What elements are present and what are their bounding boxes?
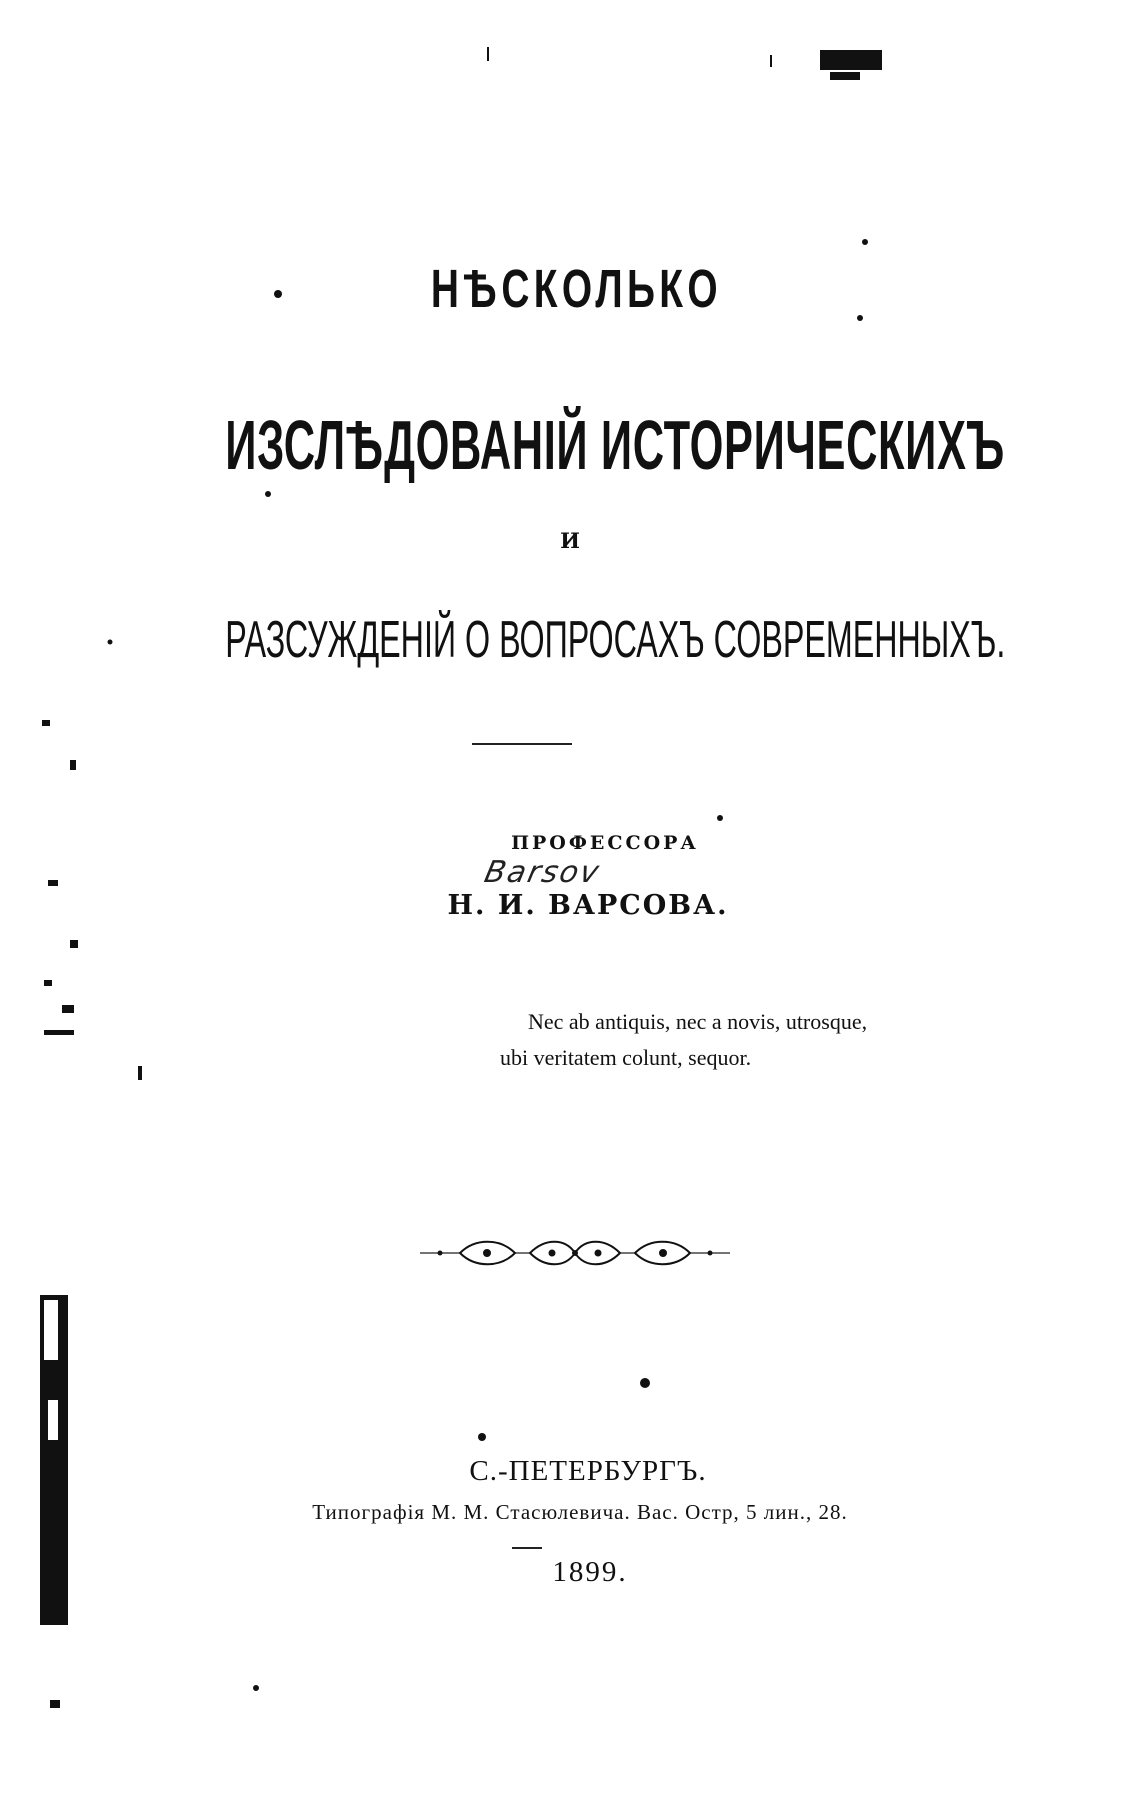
ink-blot [820,50,882,70]
title-line-2: ИЗСЛѢДОВАНІЙ ИСТОРИЧЕСКИХЪ [225,406,1005,484]
ink-speck [265,491,271,497]
title-line-3: РАЗСУЖДЕНІЙ О ВОПРОСАХЪ СОВРЕМЕННЫХЪ. [225,611,1006,669]
binding-speck [70,760,76,770]
binding-speck [42,720,50,726]
divider-rule [472,743,572,745]
imprint-city: С.-ПЕТЕРБУРГЪ. [469,1455,707,1487]
ink-speck [253,1685,259,1691]
year-rule [512,1547,542,1549]
imprint-printer: Типографія М. М. Стасюлевича. Вас. Остр, 5 лин., 28. [312,1500,848,1524]
title-line-1: НѢСКОЛЬКО [430,259,722,319]
ink-speck [640,1378,650,1388]
ornament-divider-icon [420,1233,730,1273]
binding-speck [70,940,78,948]
title-conjunction: И [560,528,580,553]
binding-speck [44,1030,74,1035]
binding-speck [48,880,58,886]
epigraph [500,1004,867,1076]
imprint-year: 1899. [552,1556,628,1588]
binding-speck [44,980,52,986]
ink-speck [478,1433,486,1441]
ink-speck [108,640,113,645]
epigraph-line-2: ubi veritatem colunt, sequor. [500,1045,752,1070]
ink-speck [138,1066,142,1080]
epigraph-line-1: Nec ab antiquis, nec a novis, utrosque, [528,1009,868,1034]
author-role: ПРОФЕССОРА [511,832,699,854]
ink-speck [487,47,489,61]
binding-speck [50,1700,60,1708]
handwritten-annotation: Barsov [481,855,604,890]
binding-speck [62,1005,74,1013]
ink-speck [770,55,772,67]
ink-blot [830,72,860,80]
ink-speck [717,815,723,821]
ink-speck [862,239,868,245]
author-name: Н. И. ВАРСОВА. [447,890,729,921]
